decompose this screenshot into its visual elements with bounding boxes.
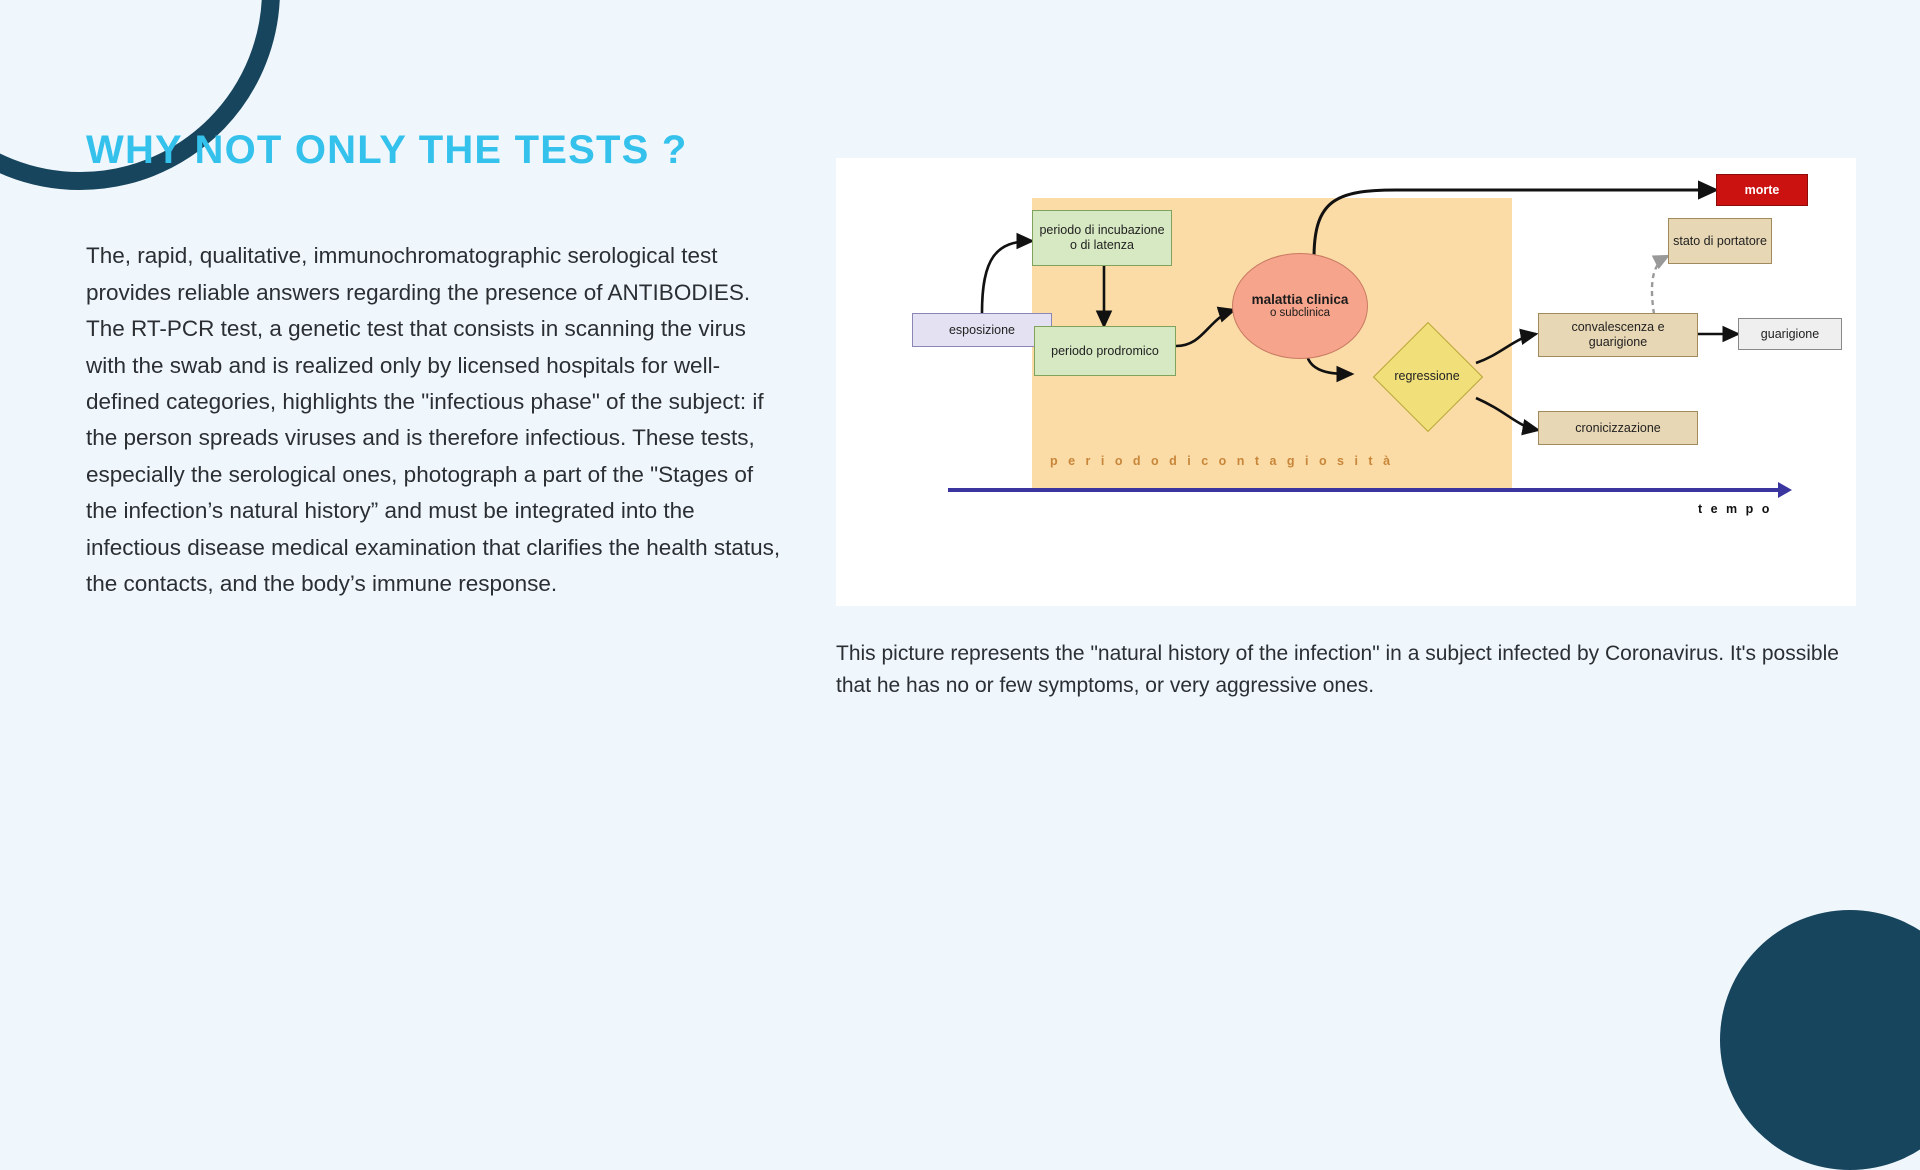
node-esposizione-label: esposizione xyxy=(948,322,1015,337)
time-axis xyxy=(948,488,1780,492)
node-regressione xyxy=(1352,340,1502,412)
right-column xyxy=(836,158,1856,701)
node-cronicizzazione xyxy=(1538,411,1698,445)
body-paragraph-text: The, rapid, qualitative, immunochromatographic serological test provides reliable answers regarding the presence of ANTIBODIES. The RT-PCR test, a genetic test that consists in scanning the virus with the swab and is realized only by licensed hospitals for well-defined categories, highlights the "infectious phase" of the subject: if the person spreads viruses and is therefore infectious. These tests, especially the serological ones, photograph a part of the "Stages of the infection’s natural history” and must be integrated into the infectious disease medical examination that clarifies the health status, the contacts, and the body’s immune response. xyxy=(86,243,781,597)
node-portatore xyxy=(1668,218,1772,264)
node-cronicizzazione-label: cronicizzazione xyxy=(1575,420,1661,435)
left-column xyxy=(86,125,786,603)
node-prodromico-label: periodo prodromico xyxy=(1051,343,1159,358)
node-guarigione xyxy=(1738,318,1842,350)
node-malattia-sub: o subclinica xyxy=(1269,307,1331,320)
node-morte-label: morte xyxy=(1744,182,1780,197)
time-axis-label: t e m p o xyxy=(1698,502,1772,516)
page-title: WHY NOT ONLY THE TESTS ? xyxy=(86,128,688,172)
node-convalescenza-label: convalescenza e guarigione xyxy=(1571,320,1665,349)
node-malattia-title: malattia clinica xyxy=(1251,291,1349,307)
time-axis-arrow xyxy=(1778,482,1792,498)
figure-caption: This picture represents the "natural history of the infection" in a subject infected by Coronavirus. It's possible that he has no or few symptoms, or very aggressive ones. xyxy=(836,642,1839,697)
node-regressione-label: regressione xyxy=(1394,369,1460,383)
flow-diagram xyxy=(836,158,1856,606)
node-malattia-clinica xyxy=(1232,253,1368,359)
node-esposizione xyxy=(912,313,1052,347)
node-prodromico xyxy=(1034,326,1176,376)
infection-history-figure xyxy=(836,158,1856,606)
body-paragraph xyxy=(86,238,786,602)
node-incubazione xyxy=(1032,210,1172,266)
node-incubazione-label: periodo di incubazione o di latenza xyxy=(1039,223,1165,252)
node-guarigione-label: guarigione xyxy=(1760,326,1820,341)
node-morte xyxy=(1716,174,1808,206)
node-portatore-label: stato di portatore xyxy=(1673,233,1767,248)
node-convalescenza xyxy=(1538,313,1698,357)
decorative-circle-bottom xyxy=(1720,910,1920,1170)
contagiousness-label: p e r i o d o d i c o n t a g i o s i t à xyxy=(1050,454,1394,468)
